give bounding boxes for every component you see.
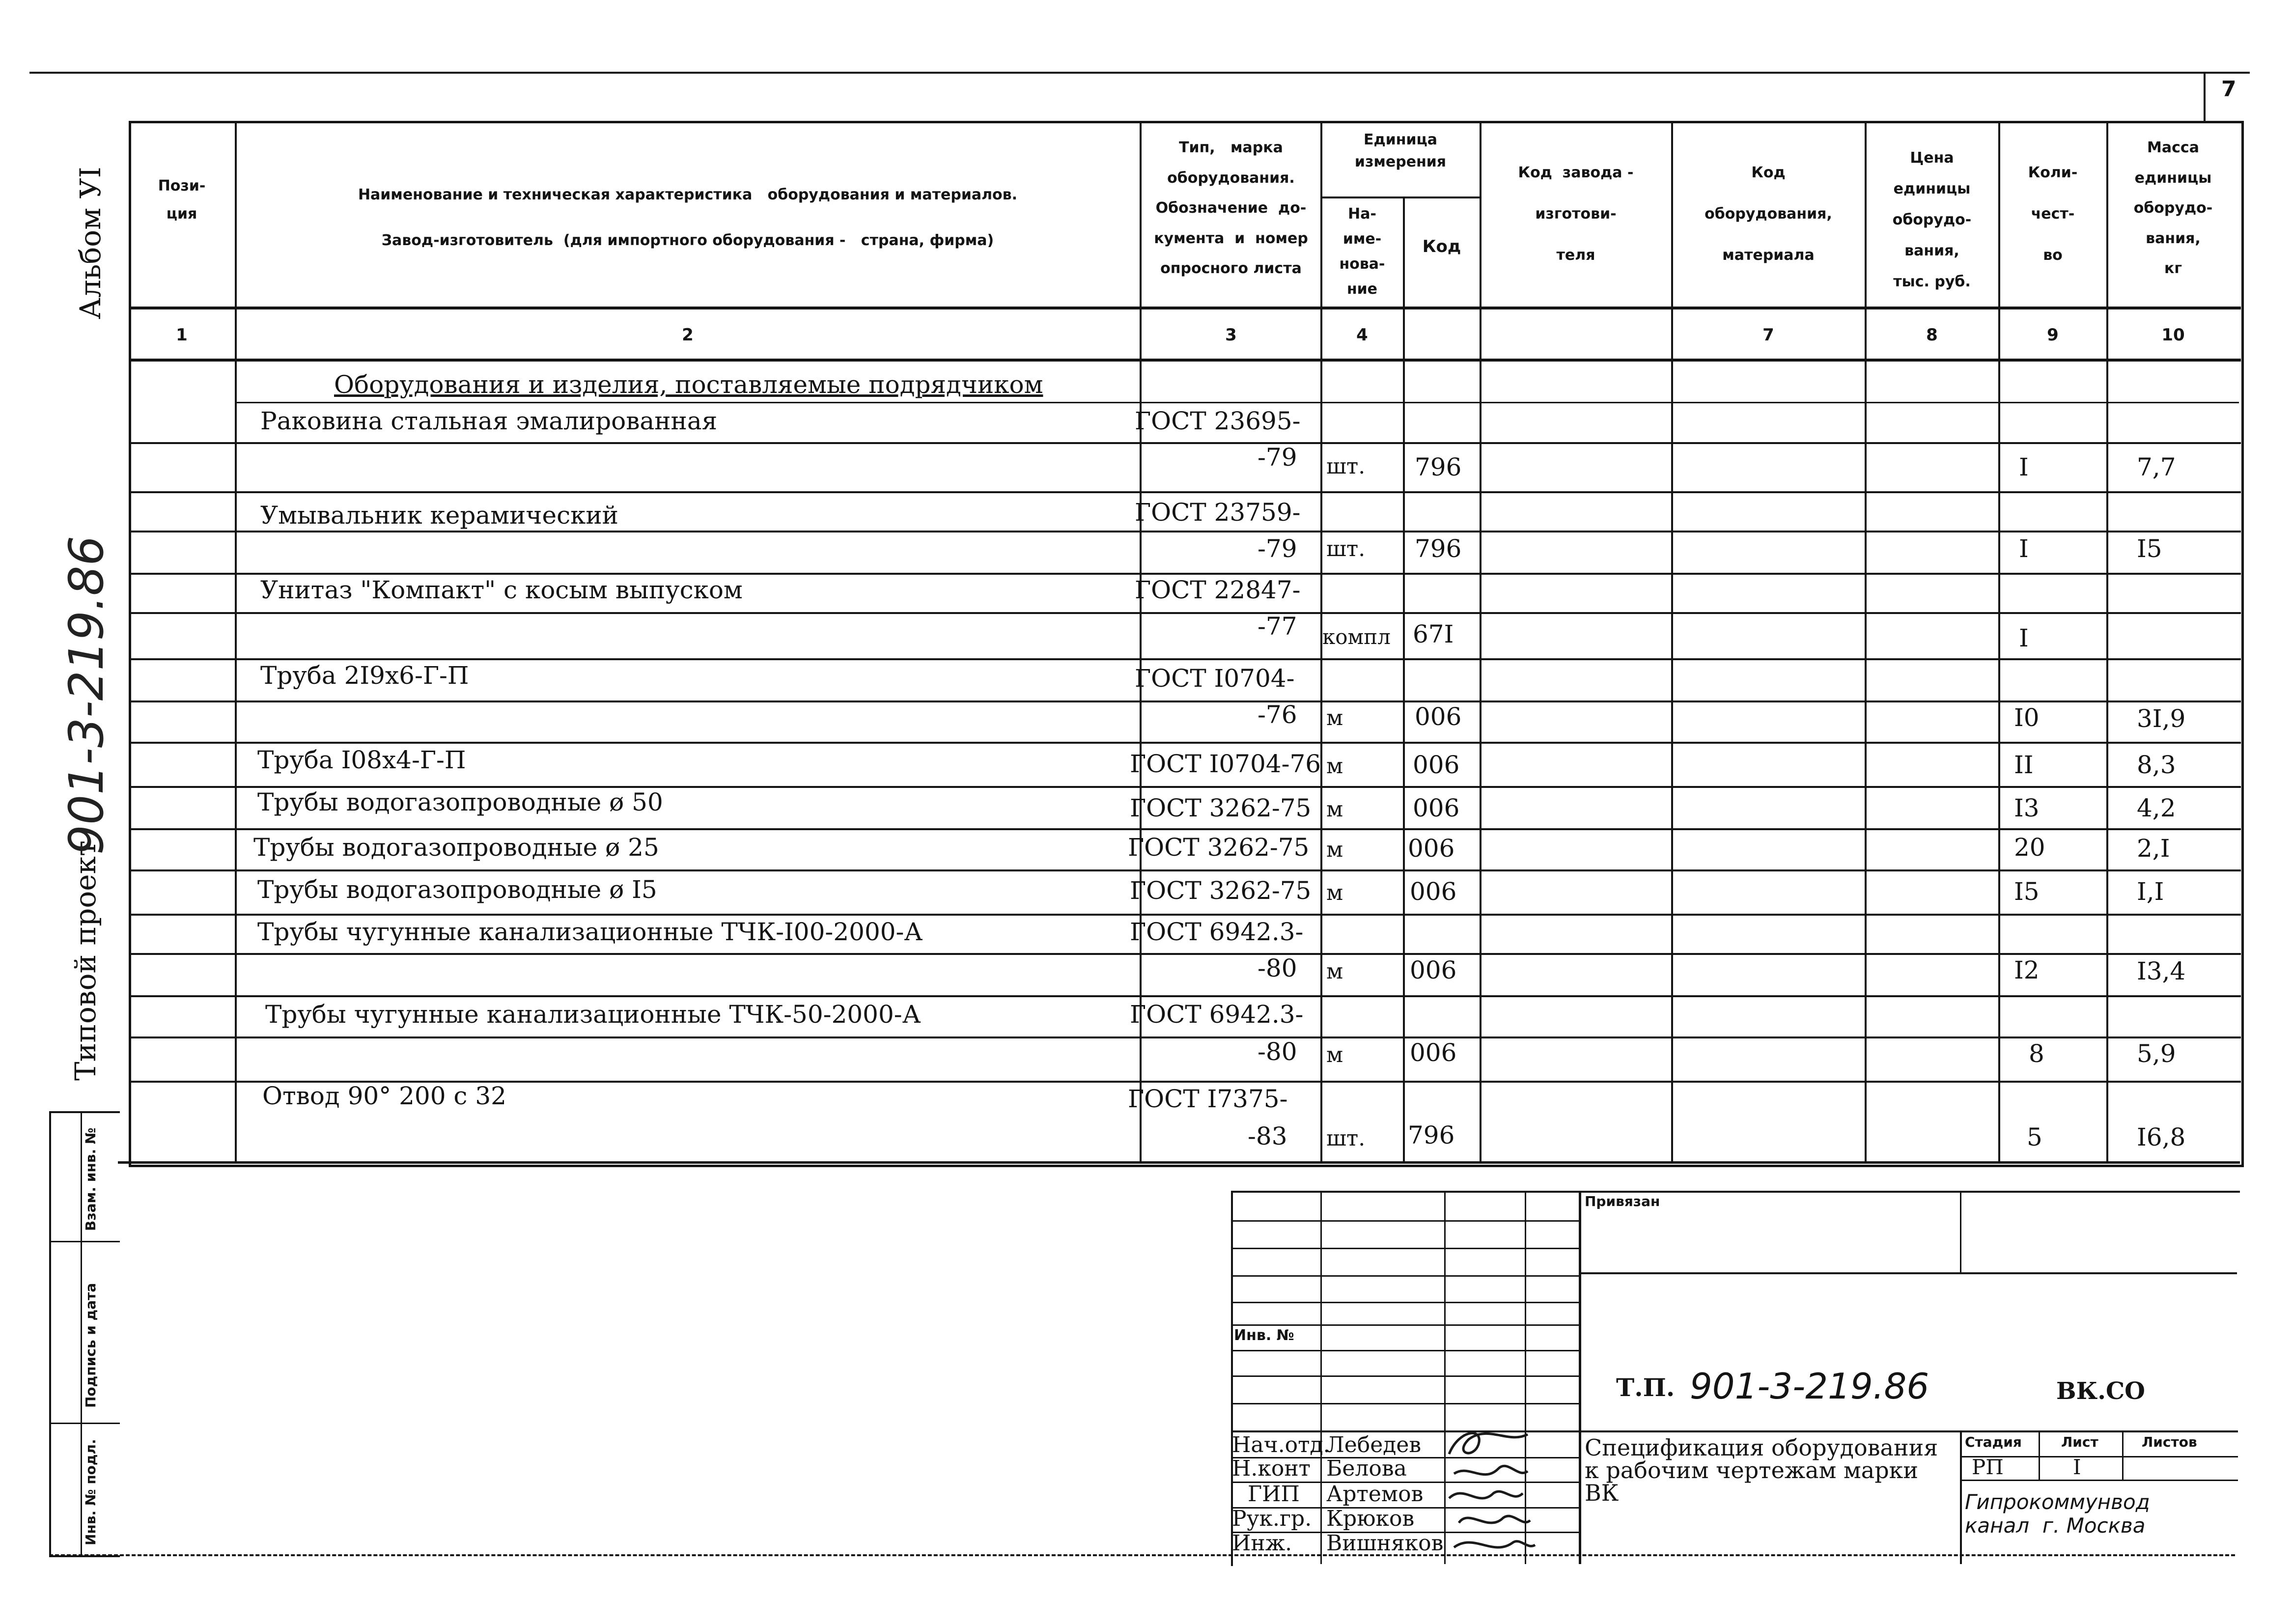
header-unit-group: Единица измерения (1354, 131, 1447, 170)
item-mass: I5 (2137, 534, 2162, 563)
header-quantity: Коли- чест- во (2028, 164, 2078, 264)
item-qty: II (2014, 751, 2034, 779)
header-mass: Масса единицы оборудо- вания, кг (2133, 139, 2213, 277)
item-mass: I6,8 (2137, 1123, 2186, 1151)
stamp-sign-date: Подпись и дата (83, 1283, 99, 1408)
item-unit: м (1326, 754, 1343, 779)
item-doc-cont: -80 (1258, 954, 1297, 982)
item-unit: компл (1322, 625, 1391, 649)
side-stamp (49, 1111, 120, 1557)
item-qty: I (2019, 624, 2029, 652)
item-name: Труба I08х4-Г-П (257, 746, 466, 774)
item-name: Трубы чугунные канализационные ТЧК-I00-2000-А (257, 918, 923, 946)
item-mass: 5,9 (2137, 1039, 2176, 1068)
signer-role: ГИП (1248, 1482, 1300, 1507)
item-doc: ГОСТ I0704- (1135, 664, 1295, 693)
signer-role: Н.конт (1232, 1456, 1311, 1481)
item-code: 006 (1413, 794, 1460, 822)
item-doc: ГОСТ 3262-75 (1128, 833, 1310, 862)
signer-name: Крюков (1326, 1506, 1415, 1531)
item-doc: ГОСТ 23695- (1135, 407, 1301, 435)
item-doc: ГОСТ 6942.3- (1130, 1000, 1304, 1029)
header-name: Наименование и техническая характеристика оборудования и материалов. Завод-изготовитель (для импортного оборудования - страна, фирма) (358, 186, 1018, 249)
section-title: Оборудования и изделия, поставляемые подрядчиком (334, 370, 1043, 399)
item-unit: шт. (1326, 1126, 1366, 1151)
signer-role: Рук.гр. (1232, 1506, 1312, 1531)
item-qty: 8 (2029, 1039, 2044, 1068)
top-rule (29, 72, 2250, 74)
signer-name: Лебедев (1326, 1432, 1422, 1457)
header-maker-code: Код завода - изготови- теля (1518, 164, 1634, 264)
col-num-3: 3 (1225, 325, 1237, 345)
item-name: Трубы водогазопроводные ø I5 (257, 875, 657, 904)
stamp-replace-inv: Взам. инв. № (83, 1127, 99, 1231)
item-mass: I3,4 (2137, 957, 2186, 985)
col-num-8: 8 (1926, 325, 1938, 345)
item-name: Отвод 90° 200 с 32 (262, 1082, 506, 1110)
sheet-value: I (2073, 1455, 2081, 1479)
signer-name: Вишняков (1326, 1531, 1444, 1556)
item-unit: м (1326, 880, 1343, 905)
signer-role: Инж. (1232, 1531, 1292, 1556)
project-number-handwritten: 901-3-219.86 (59, 535, 114, 855)
item-qty: I (2019, 453, 2029, 481)
item-code: 796 (1415, 534, 1462, 563)
drawing-mark: ВК.СО (2056, 1377, 2145, 1405)
item-qty: I5 (2014, 877, 2040, 906)
col-num-9: 9 (2047, 325, 2059, 345)
item-name: Умывальник керамический (260, 501, 618, 530)
item-doc: ГОСТ 22847- (1135, 576, 1301, 604)
item-unit: шт. (1326, 454, 1366, 479)
item-code: 67I (1413, 620, 1454, 648)
item-qty: I2 (2014, 956, 2040, 984)
col-num-1: 1 (176, 325, 188, 345)
item-doc: ГОСТ 6942.3- (1130, 918, 1304, 946)
item-doc-cont: -77 (1258, 612, 1297, 641)
header-type: Тип, марка оборудования. Обозначение до- кумента и номер опросного листа (1154, 139, 1308, 277)
organization-name: Гипрокоммунвод канал г. Москва (1965, 1490, 2150, 1538)
stage-value: РП (1972, 1455, 2004, 1479)
item-unit: м (1326, 959, 1343, 984)
item-doc: ГОСТ I0704-76 (1130, 750, 1321, 778)
tp-number: 901-3-219.86 (1690, 1366, 1929, 1407)
item-code: 006 (1415, 702, 1462, 731)
item-doc: ГОСТ 23759- (1135, 498, 1301, 527)
item-mass: 3I,9 (2137, 704, 2186, 733)
item-doc: ГОСТ I7375- (1128, 1085, 1288, 1113)
album-label: Альбом УI (74, 167, 107, 319)
item-mass: 7,7 (2137, 453, 2176, 481)
item-doc-cont: -79 (1258, 534, 1297, 563)
item-doc: ГОСТ 3262-75 (1130, 794, 1312, 822)
header-unit-name: На- име- нова- ние (1339, 205, 1385, 298)
page-number: 7 (2221, 77, 2236, 102)
page-number-box-left (2204, 72, 2206, 121)
inventory-no-label: Инв. № (1234, 1327, 1294, 1344)
item-mass: 2,I (2137, 834, 2170, 863)
signatures-image (1439, 1425, 1537, 1562)
col-num-4: 4 (1356, 325, 1368, 345)
item-qty: 20 (2014, 833, 2045, 862)
item-doc-cont: -79 (1258, 443, 1297, 472)
project-label: Типовой проект (69, 840, 102, 1081)
item-doc-cont: -76 (1258, 700, 1297, 729)
col-num-10: 10 (2161, 325, 2185, 345)
item-code: 006 (1408, 834, 1455, 863)
document-description: Спецификация оборудования к рабочим чертежам марки ВК (1585, 1434, 1938, 1506)
item-unit: шт. (1326, 536, 1366, 561)
item-qty: I0 (2014, 703, 2040, 732)
item-name: Раковина стальная эмалированная (260, 407, 718, 435)
sheet-label: Лист (2061, 1434, 2098, 1450)
stamp-inv-orig: Инв. № подл. (83, 1439, 99, 1545)
item-doc-cont: -83 (1248, 1122, 1287, 1150)
item-unit: м (1326, 705, 1343, 730)
item-unit: м (1326, 797, 1343, 822)
item-qty: I (2019, 534, 2029, 563)
item-mass: 8,3 (2137, 751, 2176, 779)
header-equipment-code: Код оборудования, материала (1705, 164, 1832, 264)
item-name: Трубы водогазопроводные ø 25 (253, 833, 659, 862)
sheets-label: Листов (2142, 1434, 2197, 1450)
header-unit-code: Код (1422, 237, 1461, 256)
item-doc-cont: -80 (1258, 1037, 1297, 1066)
item-unit: м (1326, 837, 1343, 862)
item-name: Труба 2I9х6-Г-П (260, 661, 469, 690)
col-num-7: 7 (1762, 325, 1774, 345)
header-position: Пози- ция (158, 177, 206, 223)
item-qty: 5 (2027, 1123, 2042, 1151)
item-mass: 4,2 (2137, 794, 2176, 822)
signer-role: Нач.отд. (1232, 1432, 1330, 1457)
privyazan-label: Привязан (1585, 1193, 1660, 1209)
item-qty: I3 (2014, 794, 2040, 822)
item-code: 006 (1410, 956, 1457, 984)
signer-name: Белова (1326, 1456, 1407, 1481)
item-code: 796 (1415, 453, 1462, 481)
item-doc: ГОСТ 3262-75 (1130, 876, 1312, 905)
stage-label: Стадия (1965, 1434, 2022, 1450)
item-code: 006 (1410, 1038, 1457, 1067)
item-mass: I,I (2137, 877, 2164, 906)
item-name: Трубы водогазопроводные ø 50 (257, 788, 663, 816)
item-name: Унитаз "Компакт" с косым выпуском (260, 576, 743, 604)
header-price: Цена единицы оборудо- вания, тыс. руб. (1892, 149, 1972, 290)
item-code: 006 (1410, 877, 1457, 906)
item-unit: м (1326, 1042, 1343, 1067)
item-name: Трубы чугунные канализационные ТЧК-50-2000-А (265, 1000, 921, 1029)
tp-label: Т.П. (1616, 1373, 1675, 1402)
item-code: 796 (1408, 1121, 1455, 1149)
col-num-2: 2 (682, 325, 694, 345)
item-code: 006 (1413, 751, 1460, 779)
signer-name: Артемов (1326, 1482, 1424, 1507)
